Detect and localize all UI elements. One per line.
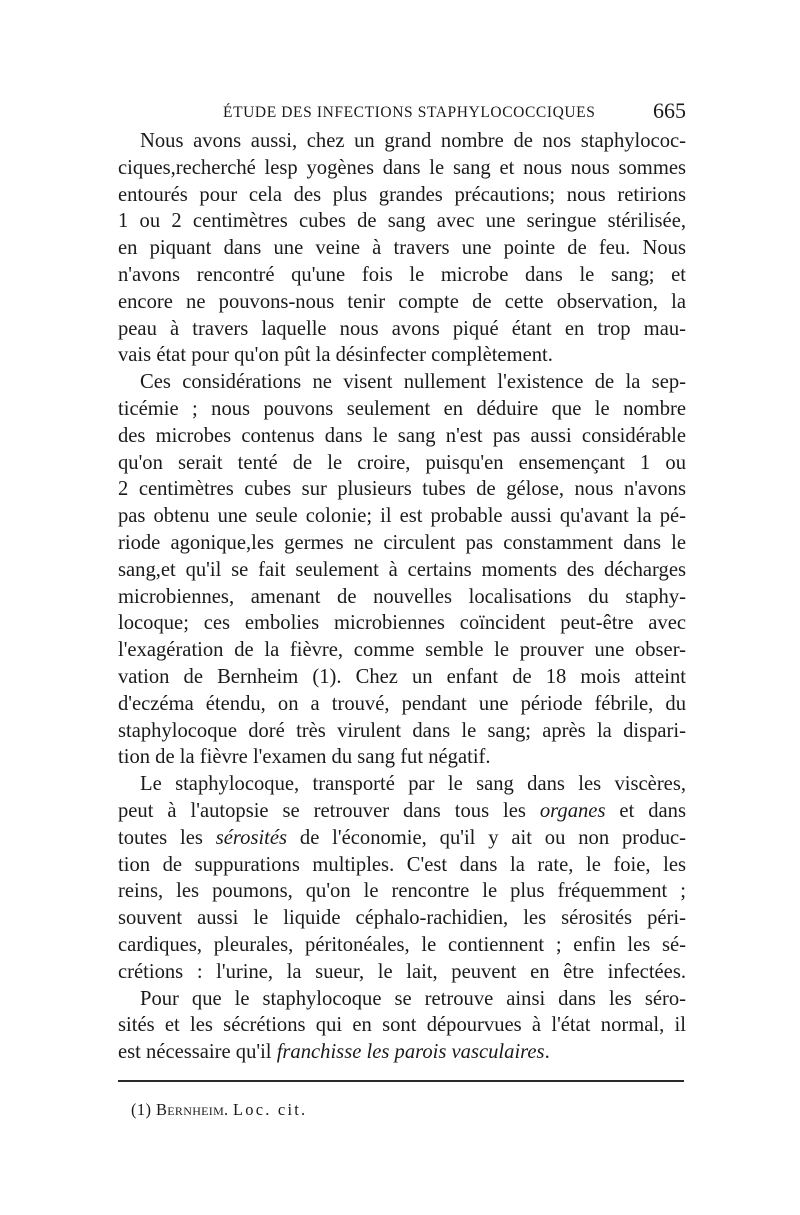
text-line: crétions : l'urine, la sueur, le lait, peuvent en être infectées. — [118, 960, 686, 983]
text-line: pas obtenu une seule colonie; il est probable aussi qu'avant la pé- — [118, 505, 686, 528]
footnote — [131, 1100, 307, 1120]
footnote-rule — [118, 1080, 684, 1082]
text-line: peut à l'autopsie se retrouver dans tous les organes et dans — [118, 799, 686, 822]
text-line: vation de Bernheim (1). Chez un enfant de 18 mois atteint — [118, 665, 686, 688]
footnote-marker: (1) — [131, 1100, 152, 1119]
paragraph-1 — [118, 128, 686, 369]
paragraph-3 — [118, 771, 686, 985]
paragraph-4 — [118, 986, 686, 1066]
text-line: est nécessaire qu'il franchisse les parois vasculaires. — [118, 1041, 550, 1064]
text-line: Pour que le staphylocoque se retrouve ainsi dans les séro- — [140, 987, 686, 1010]
text-line: d'eczéma étendu, on a trouvé, pendant une période fébrile, du — [118, 692, 686, 715]
text-line: ticémie ; nous pouvons seulement en déduire que le nombre — [118, 397, 686, 420]
text-line: l'exagération de la fièvre, comme semble le prouver une obser- — [118, 639, 686, 662]
text-line: encore ne pouvons-nous tenir compte de cette observation, la — [118, 290, 686, 313]
text-line: 1 ou 2 centimètres cubes de sang avec une seringue stérilisée, — [118, 210, 686, 233]
page-header — [118, 98, 686, 128]
body-text — [118, 128, 686, 1066]
text-line: riode agonique,les germes ne circulent pas constamment dans le — [118, 531, 686, 554]
text-line: sités et les sécrétions qui en sont dépourvues à l'état normal, il — [118, 1014, 686, 1037]
footnote-author: Bernheim. — [155, 1100, 229, 1119]
text-line: reins, les poumons, qu'on le rencontre le plus fréquemment ; — [118, 880, 686, 903]
text-line: 2 centimètres cubes sur plusieurs tubes de gélose, nous n'avons — [118, 478, 686, 501]
text-line: Nous avons aussi, chez un grand nombre de nos staphylococ- — [140, 130, 686, 152]
text-line: Le staphylocoque, transporté par le sang dans les viscères, — [140, 773, 686, 796]
text-line: ciques,recherché lesp yogènes dans le sang et nous nous sommes — [118, 156, 686, 179]
text-line: vais état pour qu'on pût la désinfecter complètement. — [118, 344, 553, 367]
emphasis-text: franchisse les parois vasculaires — [276, 1041, 545, 1064]
text-line: peau à travers laquelle nous avons piqué étant en trop mau- — [118, 317, 686, 340]
text-line: qu'on serait tenté de le croire, puisqu'en ensemençant 1 ou — [118, 451, 686, 474]
text-line: microbiennes, amenant de nouvelles localisations du staphy- — [118, 585, 686, 608]
text-line: tion de la fièvre l'examen du sang fut négatif. — [118, 746, 491, 769]
text-line: des microbes contenus dans le sang n'est pas aussi considérable — [118, 424, 686, 447]
text-line: tion de suppurations multiples. C'est dans la rate, le foie, les — [118, 853, 686, 876]
emphasis-text: sérosités — [215, 826, 288, 849]
text-line: Ces considérations ne visent nullement l'existence de la sep- — [140, 371, 686, 394]
text-line: n'avons rencontré qu'une fois le microbe dans le sang; et — [118, 263, 686, 286]
text-line: sang,et qu'il se fait seulement à certains moments des décharges — [118, 558, 686, 581]
text-line: cardiques, pleurales, péritonéales, le contiennent ; enfin les sé- — [118, 933, 686, 956]
text-line: souvent aussi le liquide céphalo-rachidien, les sérosités péri- — [118, 907, 686, 930]
text-line: entourés pour cela des plus grandes précautions; nous retirions — [118, 183, 686, 206]
paragraph-2 — [118, 369, 686, 771]
text-line: locoque; ces embolies microbiennes coïncident peut-être avec — [118, 612, 686, 635]
emphasis-text: organes — [539, 799, 606, 822]
page-number: 665 — [653, 98, 686, 123]
text-line: toutes les sérosités de l'économie, qu'il y ait ou non produc- — [118, 826, 686, 849]
running-head: ÉTUDE DES INFECTIONS STAPHYLOCOCCIQUES — [223, 104, 596, 121]
text-line: en piquant dans une veine à travers une pointe de feu. Nous — [118, 237, 686, 260]
text-line: staphylocoque doré très virulent dans le sang; après la dispari- — [118, 719, 686, 742]
footnote-reference: Loc. cit. — [233, 1100, 308, 1119]
